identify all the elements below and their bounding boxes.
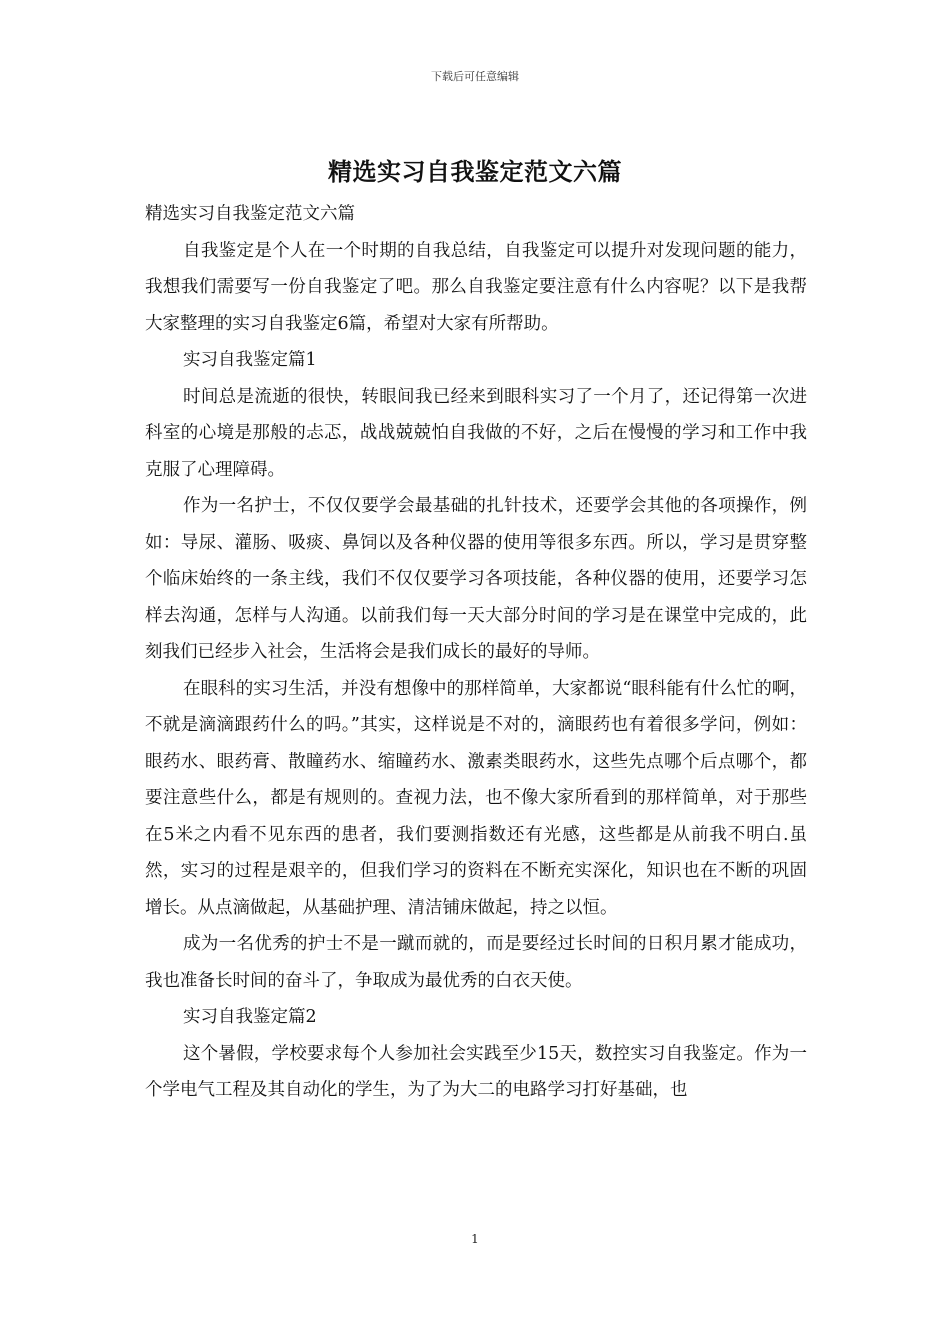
section-heading: 实习自我鉴定篇2	[183, 1007, 317, 1027]
header-note: 下载后可任意编辑	[431, 70, 519, 83]
section-heading: 实习自我鉴定篇1	[183, 350, 317, 370]
body-paragraph: 在眼科的实习生活，并没有想像中的那样简单，大家都说“眼科能有什么忙的啊，不就是滴滴跟药什么的吗。”其实，这样说是不对的，滴眼药也有着很多学问，例如：眼药水、眼药膏、散瞳药水、缩瞳药水、激素类眼药水，这些先点哪个后点哪个，都要注意些什么，都是有规则的。查视力法，也不像大家所看到的那样简单，对于那些在5米之内看不见东西的患者，我们要测指数还有光感，这些都是从前我不明白.虽然，实习的过程是艰辛的，但我们学习的资料在不断充实深化，知识也在不断的巩固增长。从点滴做起，从基础护理、清洁铺床做起，持之以恒。	[145, 678, 807, 918]
document-body	[145, 196, 807, 1109]
body-paragraph: 时间总是流逝的很快，转眼间我已经来到眼科实习了一个月了，还记得第一次进科室的心境是那般的忐忑，战战兢兢怕自我做的不好，之后在慢慢的学习和工作中我克服了心理障碍。	[145, 386, 807, 480]
body-paragraph: 成为一名优秀的护士不是一蹴而就的，而是要经过长时间的日积月累才能成功，我也准备长时间的奋斗了，争取成为最优秀的白衣天使。	[145, 934, 807, 991]
subtitle-paragraph: 精选实习自我鉴定范文六篇	[145, 204, 355, 224]
body-paragraph: 这个暑假，学校要求每个人参加社会实践至少15天，数控实习自我鉴定。作为一个学电气工程及其自动化的学生，为了为大二的电路学习打好基础，也	[145, 1043, 807, 1100]
page-title: 精选实习自我鉴定范文六篇	[328, 157, 622, 186]
body-paragraph: 自我鉴定是个人在一个时期的自我总结，自我鉴定可以提升对发现问题的能力，我想我们需要写一份自我鉴定了吧。那么自我鉴定要注意有什么内容呢？以下是我帮大家整理的实习自我鉴定6篇，希望对大家有所帮助。	[145, 240, 807, 334]
page-number: 1	[471, 1232, 479, 1246]
body-paragraph: 作为一名护士，不仅仅要学会最基础的扎针技术，还要学会其他的各项操作，例如：导尿、灌肠、吸痰、鼻饲以及各种仪器的使用等很多东西。所以，学习是贯穿整个临床始终的一条主线，我们不仅仅要学习各项技能，各种仪器的使用，还要学习怎样去沟通，怎样与人沟通。以前我们每一天大部分时间的学习是在课堂中完成的，此刻我们已经步入社会，生活将会是我们成长的最好的导师。	[145, 496, 807, 662]
